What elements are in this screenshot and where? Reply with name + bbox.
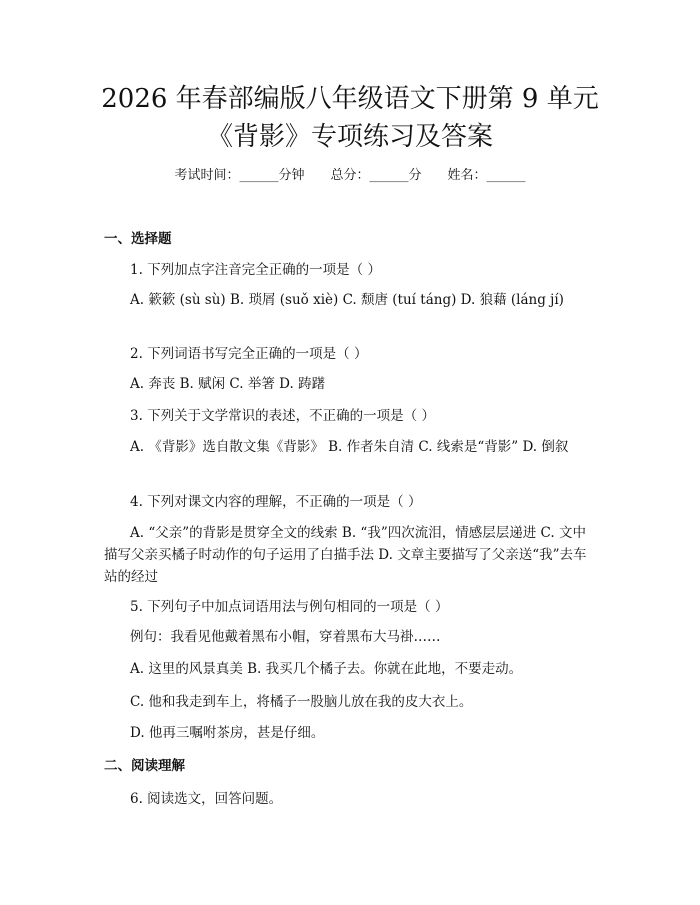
question-3-options: A. 《背影》选自散文集《背影》 B. 作者朱自清 C. 线索是“背影” D. 倒叙 [130, 439, 569, 455]
section-heading-reading: 二、阅读理解 [104, 758, 185, 774]
question-4-options: A. “父亲”的背影是贯穿全文的线索 B. “我”四次流泪，情感层层递进 C. 文中描写父亲买橘子时动作的句子运用了白描手法 D. 文章主要描写了父亲送“我”去车站的经过 [104, 525, 587, 585]
question-4-stem: 4. 下列对课文内容的理解，不正确的一项是（ ） [130, 494, 422, 510]
question-5-example: 例句：我看见他戴着黑布小帽，穿着黑布大马褂…… [130, 629, 441, 645]
question-5-options-ab: A. 这里的风景真美 B. 我买几个橘子去。你就在此地，不要走动。 [130, 661, 523, 677]
section-heading-choice: 一、选择题 [104, 231, 172, 247]
page-title-line-2: 《背影》专项练习及答案 [206, 122, 493, 152]
student-name-field: 姓名：______ [447, 168, 526, 183]
question-2-options: A. 奔丧 B. 赋闲 C. 举箸 D. 踌躇 [130, 376, 326, 392]
question-6-stem: 6. 阅读选文，回答问题。 [130, 791, 283, 807]
question-5-option-d: D. 他再三嘱咐茶房，甚是仔细。 [130, 725, 325, 741]
exam-time-field: 考试时间：______分钟 [174, 168, 305, 183]
total-score-field: 总分：______分 [330, 168, 422, 183]
question-5-stem: 5. 下列句子中加点词语用法与例句相同的一项是（ ） [130, 599, 449, 615]
exam-meta [0, 166, 700, 186]
question-1-stem: 1. 下列加点字注音完全正确的一项是（ ） [130, 262, 381, 278]
question-1-options: A. 簌簌 (sù sù) B. 琐屑 (suǒ xiè) C. 颓唐 (tuí táng) D. 狼藉 (láng jí) [130, 292, 564, 308]
question-5-option-c: C. 他和我走到车上，将橘子一股脑儿放在我的皮大衣上。 [130, 694, 473, 710]
question-3-stem: 3. 下列关于文学常识的表述，不正确的一项是（ ） [130, 408, 435, 424]
question-2-stem: 2. 下列词语书写完全正确的一项是（ ） [130, 346, 368, 362]
page-title-line-1: 2026 年春部编版八年级语文下册第 9 单元 [101, 84, 599, 114]
